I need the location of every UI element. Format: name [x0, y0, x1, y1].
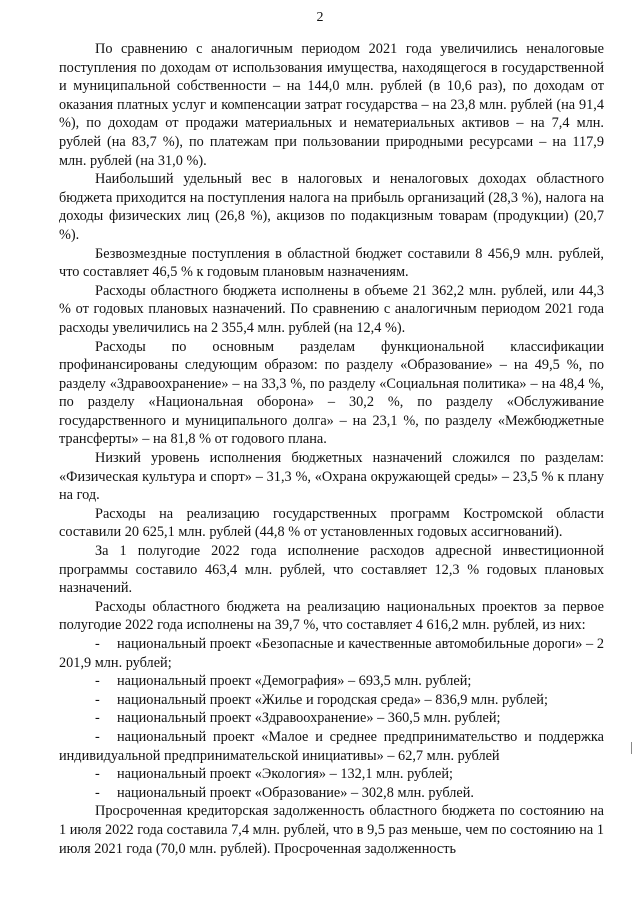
list-dash: - — [95, 766, 100, 783]
paragraph-nontax-revenue: По сравнению с аналогичным периодом 2021 года увеличились неналоговые поступления по доходам от использования имущества, находящегося в государственной и муниципальной собственности – на 144,0 млн. рублей (в 10,6 раз), по доходам от оказания платных услуг и компенсации затрат государства – на 23,8 млн. рублей (на 91,4 %), по доходам от продажи материальных и нематериальных активов – на 7,4 млн. рублей (на 83,7 %), по платежам при пользовании природными ресурсами – на 117,9 млн. рублей (на 31,0 %). — [59, 41, 604, 169]
list-dash: - — [95, 728, 100, 745]
list-item — [59, 784, 604, 803]
list-item — [59, 728, 604, 765]
list-dash: - — [95, 636, 100, 652]
list-item-text: национальный проект «Жилье и городская среда» – 836,9 млн. рублей; — [117, 691, 548, 708]
list-dash: - — [95, 710, 100, 727]
paragraph-grants: Безвозмездные поступления в областной бюджет составили 8 456,9 млн. рублей, что составляет 46,5 % к годовым плановым назначениям. — [59, 245, 604, 281]
page-number: 2 — [316, 10, 324, 25]
list-item-text: национальный проект «Малое и среднее предпринимательство и поддержка индивидуальной предпринимательской инициативы» – 62,7 млн. рублей — [59, 728, 604, 764]
paragraph-revenue-share: Наибольший удельный вес в налоговых и неналоговых доходах областного бюджета приходится на поступления налога на прибыль организаций (28,3 %), налога на доходы физических лиц (26,8 %), акцизов по подакцизным товарам (продукции) (20,7 %). — [59, 171, 604, 243]
margin-mark — [631, 742, 632, 754]
paragraph-functional-classification: Расходы по основным разделам функциональной классификации профинансированы следующим образом: по разделу «Образование» – на 49,5 %, по разделу «Здравоохранение» – на 33,3 %, по разделу «Социальная политика» – на 48,4 %, по разделу «Национальная оборона» – 30,2 %, по разделу «Обслуживание государственного и муниципального долга» – на 23,1 %, по разделу «Межбюджетные трансферты» – на 81,8 % от годового плана. — [59, 338, 604, 448]
list-item-text: национальный проект «Экология» – 132,1 млн. рублей; — [117, 766, 454, 783]
paragraph-low-execution: Низкий уровень исполнения бюджетных назначений сложился по разделам: «Физическая культура и спорт» – 31,3 %, «Охрана окружающей среды» – 23,5 % к плану на год. — [59, 450, 604, 504]
list-item-text: национальный проект «Безопасные и качественные автомобильные дороги» – 2 201,9 млн. рублей; — [59, 636, 604, 671]
paragraph-overdue-payables: Просроченная кредиторская задолженность областного бюджета по состоянию на 1 июля 2022 года составила 7,4 млн. рублей, что в 9,5 раз меньше, чем по состоянию на 1 июля 2021 года (70,0 млн. рублей). Просроченная задолженность — [59, 803, 604, 857]
list-item — [59, 672, 604, 691]
paragraph-expenditures: Расходы областного бюджета исполнены в объеме 21 362,2 млн. рублей, или 44,3 % от годовых плановых назначений. По сравнению с аналогичным периодом 2021 года расходы увеличились на 2 355,4 млн. рублей (на 12,4 %). — [59, 282, 604, 336]
list-item — [59, 635, 604, 672]
list-item — [59, 709, 604, 728]
list-dash: - — [95, 784, 100, 801]
list-item — [59, 765, 604, 784]
list-dash: - — [95, 691, 100, 708]
paragraph-state-programs: Расходы на реализацию государственных программ Костромской области составили 20 625,1 млн. рублей (44,8 % от установленных годовых ассигнований). — [59, 505, 604, 541]
list-dash: - — [95, 673, 100, 690]
list-item-text: национальный проект «Здравоохранение» – 360,5 млн. рублей; — [117, 710, 501, 727]
document-body — [59, 40, 604, 858]
list-item-text: национальный проект «Демография» – 693,5 млн. рублей; — [117, 673, 472, 690]
paragraph-national-projects: Расходы областного бюджета на реализацию национальных проектов за первое полугодие 2022 года исполнены на 39,7 %, что составляет 4 616,2 млн. рублей, из них: — [59, 598, 604, 634]
list-item-text: национальный проект «Образование» – 302,8 млн. рублей. — [117, 784, 474, 801]
list-item — [59, 691, 604, 710]
paragraph-investment-program: За 1 полугодие 2022 года исполнение расходов адресной инвестиционной программы составило 463,4 млн. рублей, что составляет 12,3 % годовых плановых назначений. — [59, 543, 604, 597]
